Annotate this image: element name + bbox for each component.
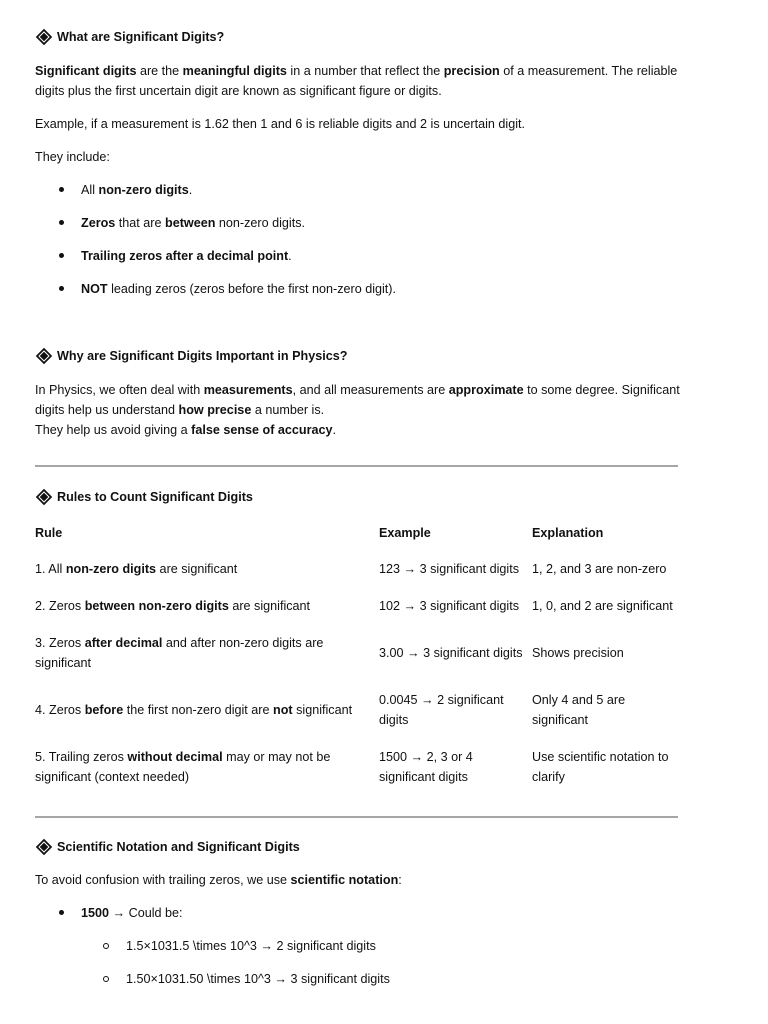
horizontal-divider	[35, 465, 678, 467]
bold-term: scientific notation	[290, 873, 399, 887]
table-cell-rule	[35, 747, 365, 787]
text-run: are significant	[156, 562, 238, 576]
bold-term: not	[273, 703, 293, 717]
table-cell-explanation: Only 4 and 5 are significant	[532, 693, 626, 727]
table-cell-explanation: Shows precision	[532, 646, 624, 660]
table-cell-explanation: 1, 2, and 3 are non-zero	[532, 562, 667, 576]
text-run: that are	[115, 216, 166, 230]
section-heading-why	[35, 347, 347, 365]
bold-term: precision	[443, 64, 500, 78]
bold-term: false sense of accuracy	[191, 423, 333, 437]
text-run: a number is.	[251, 403, 325, 417]
text-run: leading zeros (zeros before the first non-zero digit).	[107, 282, 396, 296]
text-run: , and all measurements are	[292, 383, 449, 397]
table-cell-example: 3.00 → 3 significant digits	[379, 646, 523, 660]
text-run: To avoid confusion with trailing zeros, we use	[35, 873, 291, 887]
bold-term: Trailing zeros after a decimal point	[81, 249, 289, 263]
text-run: 4. Zeros	[35, 703, 85, 717]
sub-list-item: 1.5×1031.5 \times 10^3 → 2 significant digits	[126, 939, 376, 953]
column-header-rule: Rule	[35, 526, 63, 540]
text-run: may or may not be significant (context needed)	[35, 750, 331, 784]
circle-bullet-icon	[103, 943, 109, 949]
text-run: They help us avoid giving a	[35, 423, 192, 437]
section-heading-what	[35, 28, 224, 46]
diamond-bullet-icon	[35, 488, 53, 506]
text-run: and after non-zero digits are significant	[35, 636, 324, 670]
bold-term: measurements	[203, 383, 293, 397]
table-cell-example: 0.0045 → 2 significant digits	[379, 693, 504, 727]
bold-term: before	[84, 703, 124, 717]
bullet-dot-icon	[59, 910, 64, 915]
bold-term: between	[165, 216, 216, 230]
text-run: are the	[136, 64, 183, 78]
heading-text: What are Significant Digits?	[57, 30, 225, 44]
text-run: in a number that reflect the	[286, 64, 444, 78]
text-run: of a measurement. The reliable digits plus the first uncertain digit are known as significant figure or digits.	[35, 64, 678, 98]
bold-term: Zeros	[81, 216, 116, 230]
bold-term: after decimal	[84, 636, 163, 650]
circle-bullet-icon	[103, 976, 109, 982]
include-label: They include:	[35, 150, 110, 164]
column-header-explanation: Explanation	[532, 526, 604, 540]
scientific-paragraph	[35, 870, 685, 890]
bold-term: Significant digits	[35, 64, 137, 78]
text-run: .	[332, 423, 337, 437]
table-cell-example: 102 → 3 significant digits	[379, 599, 520, 613]
heading-text: Rules to Count Significant Digits	[57, 490, 253, 504]
text-run: → Could be:	[109, 906, 183, 920]
bullet-dot-icon	[59, 220, 64, 225]
bullet-dot-icon	[59, 187, 64, 192]
bold-term: non-zero digits	[65, 562, 157, 576]
list-item	[81, 903, 731, 923]
table-cell-example: 1500 → 2, 3 or 4 significant digits	[379, 750, 473, 784]
bullet-dot-icon	[59, 286, 64, 291]
section-heading-rules	[35, 488, 253, 506]
table-cell-explanation: Use scientific notation to clarify	[532, 750, 669, 784]
text-run: 3. Zeros	[35, 636, 85, 650]
example-paragraph: Example, if a measurement is 1.62 then 1 and 6 is reliable digits and 2 is uncertain digit.	[35, 117, 526, 131]
bold-term: meaningful digits	[182, 64, 287, 78]
text-run: 1. All	[35, 562, 66, 576]
bold-term: between non-zero digits	[84, 599, 229, 613]
diamond-bullet-icon	[35, 28, 53, 46]
table-cell-rule	[35, 559, 365, 579]
heading-text: Why are Significant Digits Important in Physics?	[57, 349, 348, 363]
text-run: non-zero digits.	[215, 216, 306, 230]
bold-term: without decimal	[127, 750, 223, 764]
table-cell-explanation: 1, 0, and 2 are significant	[532, 599, 673, 613]
table-cell-rule	[35, 633, 365, 673]
intro-paragraph	[35, 61, 685, 101]
text-run: 5. Trailing zeros	[35, 750, 128, 764]
column-header-example: Example	[379, 526, 431, 540]
text-run: 2. Zeros	[35, 599, 85, 613]
table-cell-example: 123 → 3 significant digits	[379, 562, 520, 576]
table-cell-rule	[35, 596, 365, 616]
text-run: significant	[292, 703, 353, 717]
bullet-dot-icon	[59, 253, 64, 258]
text-run: the first non-zero digit are	[123, 703, 273, 717]
text-run: .	[288, 249, 292, 263]
physics-paragraph	[35, 380, 685, 440]
diamond-bullet-icon	[35, 838, 53, 856]
bold-term: approximate	[448, 383, 524, 397]
table-cell-rule	[35, 700, 375, 720]
text-run: to some degree. Significant digits help us understand	[35, 383, 680, 417]
bold-term: how precise	[178, 403, 252, 417]
list-item	[81, 279, 731, 299]
sub-list-item: 1.50×1031.50 \times 10^3 → 3 significant digits	[126, 972, 390, 986]
bold-term: non-zero digits	[98, 183, 189, 197]
diamond-bullet-icon	[35, 347, 53, 365]
list-item	[81, 213, 731, 233]
list-item	[81, 180, 731, 200]
section-heading-scientific	[35, 838, 300, 856]
text-run: .	[188, 183, 193, 197]
horizontal-divider	[35, 816, 678, 818]
text-run: :	[398, 873, 402, 887]
bold-term: NOT	[81, 282, 108, 296]
text-run: In Physics, we often deal with	[35, 383, 204, 397]
bold-term: 1500	[81, 906, 110, 920]
text-run: All	[81, 183, 99, 197]
text-run: are significant	[228, 599, 311, 613]
heading-text: Scientific Notation and Significant Digits	[57, 840, 300, 854]
list-item	[81, 246, 731, 266]
